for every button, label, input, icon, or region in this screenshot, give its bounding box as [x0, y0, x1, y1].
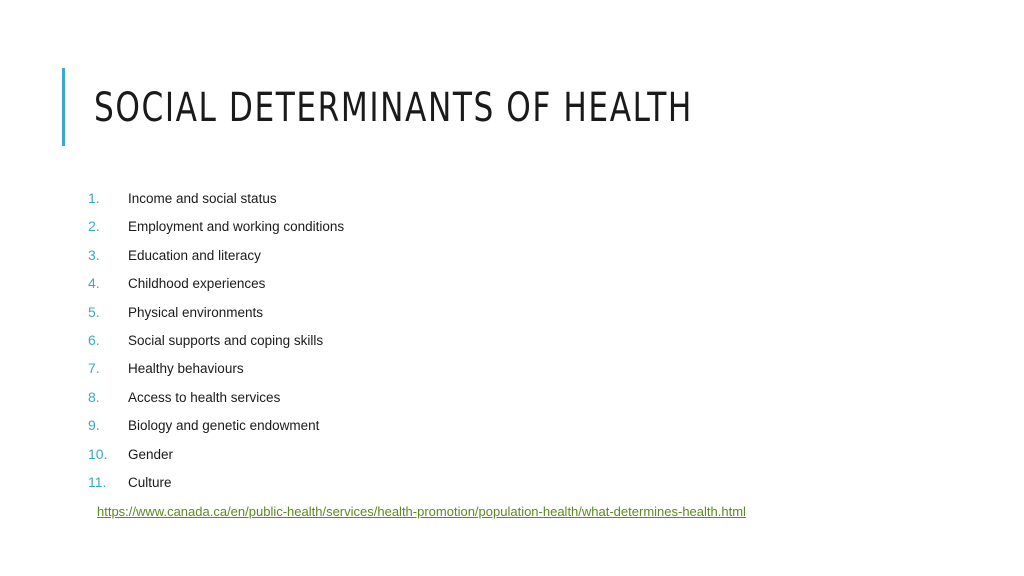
list-item — [88, 304, 344, 332]
list-item — [88, 389, 344, 417]
list-item-number: 1. — [88, 190, 100, 206]
list-item-number: 9. — [88, 417, 100, 434]
list-item-number: 7. — [88, 360, 100, 377]
list-item — [88, 417, 344, 445]
list-item-label: Access to health services — [128, 389, 281, 405]
list-item-label: Childhood experiences — [128, 276, 266, 292]
list-item-number: 8. — [88, 388, 100, 405]
list-item-label: Physical environments — [128, 304, 264, 320]
list-item — [88, 247, 344, 275]
list-item-number: 2. — [88, 218, 100, 235]
source-link[interactable]: https://www.canada.ca/en/public-health/services/health-promotion/population-health/what-determines-health.html — [97, 504, 746, 519]
list-item-label: Biology and genetic endowment — [128, 418, 320, 434]
list-item — [88, 360, 344, 388]
list-item — [88, 275, 344, 303]
list-item — [88, 190, 344, 218]
list-item-label: Social supports and coping skills — [128, 332, 324, 348]
list-item — [88, 474, 344, 502]
list-item — [88, 218, 344, 246]
list-item — [88, 446, 344, 474]
list-item-number: 6. — [88, 331, 100, 348]
title-accent-bar — [62, 68, 65, 146]
list-item-number: 11. — [88, 473, 107, 490]
list-item-label: Gender — [128, 446, 174, 462]
list-item-number: 10. — [88, 445, 108, 462]
list-item-number: 5. — [88, 303, 100, 320]
list-item-label: Employment and working conditions — [128, 219, 345, 235]
list-item-label: Education and literacy — [128, 247, 261, 263]
list-item-number: 4. — [88, 275, 100, 292]
list-item-label: Culture — [128, 474, 172, 490]
list-item-label: Income and social status — [128, 191, 277, 206]
list-item-label: Healthy behaviours — [128, 361, 244, 377]
list-item — [88, 332, 344, 360]
list-item-number: 3. — [88, 246, 100, 263]
determinants-list — [88, 190, 344, 502]
slide-title: SOCIAL DETERMINANTS OF HEALTH — [94, 85, 693, 131]
